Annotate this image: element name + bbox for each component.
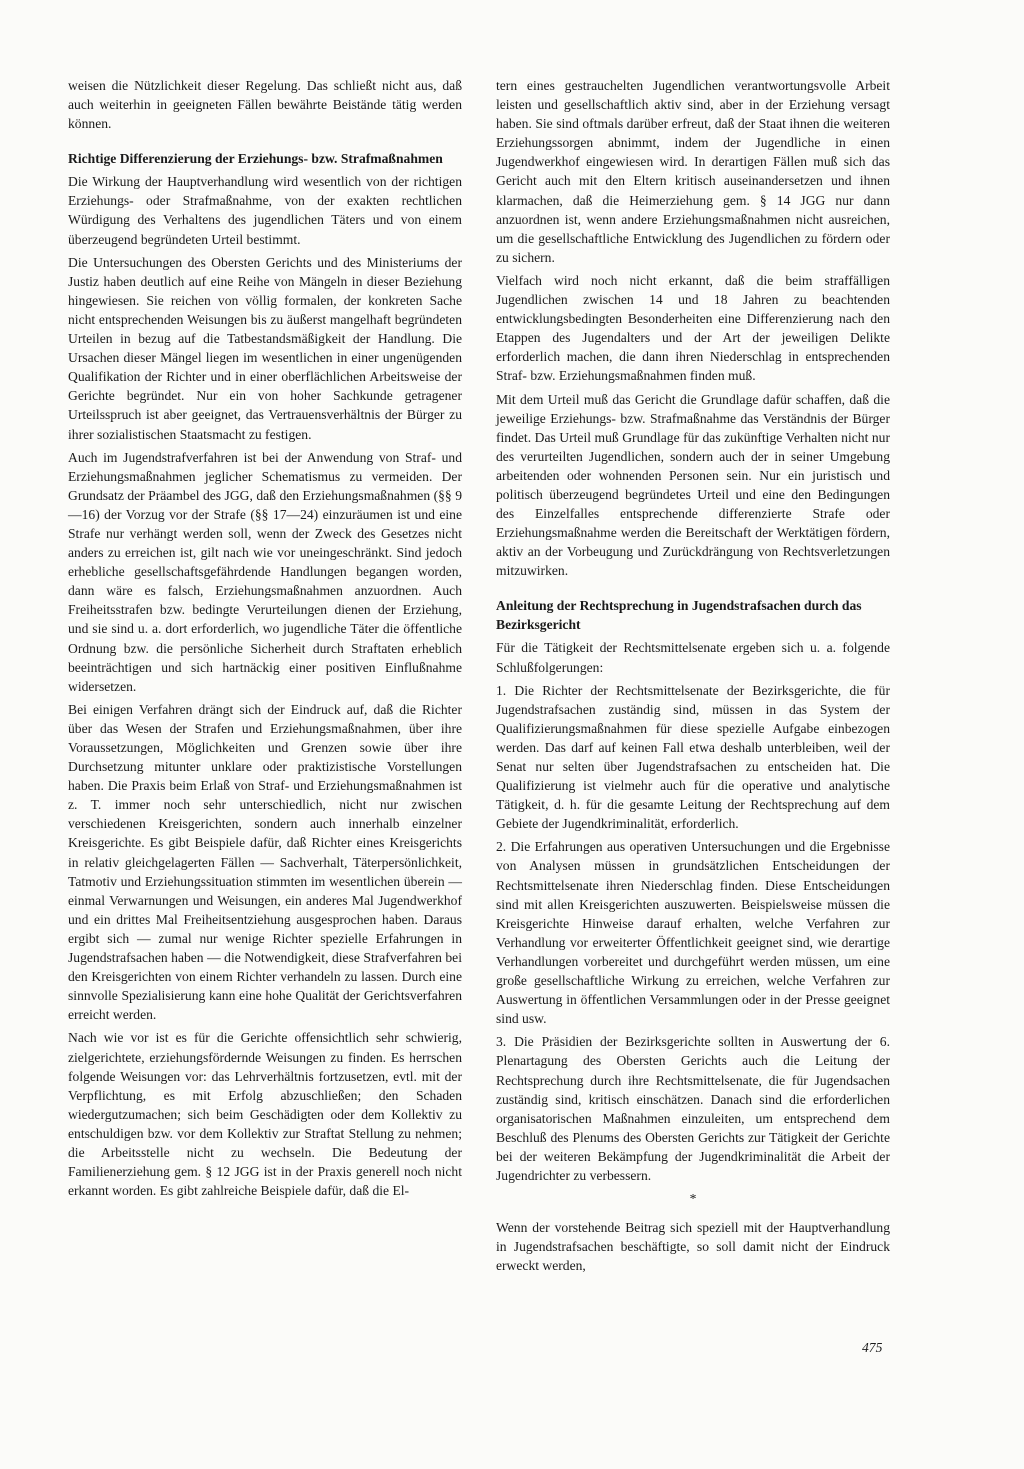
page-number: 475 — [862, 1340, 883, 1355]
section-heading: Richtige Differenzierung der Erziehungs- bzw. Strafmaßnahmen — [68, 151, 443, 167]
paragraph: Für die Tätigkeit der Rechtsmittelsenate ergeben sich u. a. folgende Schlußfolgerungen: — [496, 640, 890, 675]
paragraph: Bei einigen Verfahren drängt sich der Eindruck auf, daß die Richter über das Wesen der Strafen und Erziehungsmaßnahmen, über ihre Voraussetzungen, Möglichkeiten und Grenzen sowie über ihre Durchsetzung mitunter unklare oder praktizistische Vorstellungen haben. Die Praxis beim Erlaß von Straf- und Erziehungsmaßnahmen ist z. T. immer noch sehr unterschiedlich, nicht nur zwischen verschiedenen Kreisgerichten, sondern auch innerhalb einzelner Kreisgerichte. Es gibt Beispiele dafür, daß Richter eines Kreisgerichts in relativ gleichgelagerten Fällen — Sachverhalt, Täterpersönlichkeit, Tatmotiv und Erziehungssituation stimmten im wesentlichen überein — einmal Verwarnungen und Weisungen, ein anderes Mal Jugendwerkhof und ein drittes Mal Freiheitsentziehung ausgesprochen haben. Daraus ergibt sich — zumal nur wenige Richter spezielle Erfahrungen in Jugendstrafsachen haben — die Notwendigkeit, diese Strafverfahren bei den Kreisgerichten von einem Richter verhandeln zu lassen. Durch eine sinnvolle Spezialisierung kann eine hohe Qualität der Gerichtsverfahren erreicht werden. — [68, 701, 462, 1023]
section-heading: Anleitung der Rechtsprechung in Jugendstrafsachen durch das Bezirksgericht — [496, 598, 862, 633]
paragraph: Die Wirkung der Hauptverhandlung wird wesentlich von der richtigen Erziehungs- oder Strafmaßnahme, von der exakten rechtlichen Würdigung des Verhaltens des jugendlichen Täters und von einem überzeugend begründeten Urteil bestimmt. — [68, 174, 462, 247]
right-column — [496, 76, 890, 1279]
section-separator: * — [689, 1191, 697, 1207]
paragraph: tern eines gestrauchelten Jugendlichen verantwortungsvolle Arbeit leisten und gesellschaftlich aktiv sind, aber in der Erziehung versagt haben. Sie sind oftmals darüber erfreut, daß der Staat ihnen die weiteren Erziehungssorgen abnimmt, indem der Jugendliche in einen Jugendwerkhof eingewiesen wird. In derartigen Fällen muß sich das Gericht auch mit den Eltern kritisch auseinandersetzen und ihnen klarmachen, daß die Heimerziehung gem. § 14 JGG nur dann anzuordnen ist, wenn andere Erziehungsmaßnahmen nicht ausreichen, um die gesellschaftliche Entwicklung des Jugendlichen zu fördern oder zu sichern. — [496, 78, 890, 265]
paragraph: 3. Die Präsidien der Bezirksgerichte sollten in Auswertung der 6. Plenartagung des Obersten Gerichts auch die Leitung der Rechtsprechung durch ihre Rechtsmittelsenate, die für Jugendsachen zuständig sind, kritisch einschätzen. Danach sind die erforderlichen organisatorischen Maßnahmen einzuleiten, um entsprechend dem Beschluß des Plenums des Obersten Gerichts zur Tätigkeit der Gerichte bei der weiteren Bekämpfung der Jugendkriminalität die Arbeit der Jugendrichter zu verbessern. — [496, 1034, 890, 1183]
paragraph: Nach wie vor ist es für die Gerichte offensichtlich sehr schwierig, zielgerichtete, erziehungsfördernde Weisungen zu finden. Es herrschen folgende Weisungen vor: das Lehrverhältnis fortzusetzen, evtl. mit der Verpflichtung, es mit Erfolg abzuschließen; den Schaden wiedergutzumachen; sich beim Geschädigten oder dem Kollektiv zu entschuldigen bzw. vor dem Kollektiv zur Straftat Stellung zu nehmen; die Arbeitsstelle nicht zu wechseln. Die Bedeutung der Familienerziehung gem. § 12 JGG ist in der Praxis generell noch nicht erkannt worden. Es gibt zahlreiche Beispiele dafür, daß die El- — [68, 1030, 462, 1199]
paragraph: weisen die Nützlichkeit dieser Regelung. Das schließt nicht aus, daß auch weiterhin in geeigneten Fällen bewährte Beistände tätig werden können. — [68, 78, 462, 132]
paragraph: Auch im Jugendstrafverfahren ist bei der Anwendung von Straf- und Erziehungsmaßnahmen jeglicher Schematismus zu vermeiden. Der Grundsatz der Präambel des JGG, daß den Erziehungsmaßnahmen (§§ 9—16) der Vorzug vor der Strafe (§§ 17—24) einzuräumen ist und eine Strafe nur verhängt werden soll, wenn der Zweck des Gesetzes nicht anders zu erreichen ist, gilt nach wie vor uneingeschränkt. Sind jedoch erhebliche gesellschaftsgefährdende Handlungen begangen worden, dann wäre es falsch, Erziehungsmaßnahmen anzuordnen. Auch Freiheitsstrafen bzw. bedingte Verurteilungen dienen der Erziehung, und sie sind u. a. dort erforderlich, wo jugendliche Täter die öffentliche Ordnung bzw. die persönliche Sicherheit durch Straftaten erheblich beeinträchtigen und sich hartnäckig einer positiven Einflußnahme widersetzen. — [68, 449, 462, 694]
paragraph: Die Untersuchungen des Obersten Gerichts und des Ministeriums der Justiz haben deutlich auf eine Reihe von Mängeln in dieser Beziehung hingewiesen. Sie reichen von völlig formalen, der konkreten Sache nicht entsprechenden Weisungen bis zu äußerst mangelhaft begründeten Urteilen in bezug auf die Tatbestandsmäßigkeit der Handlung. Die Ursachen dieser Mängel liegen im wesentlichen in einer ungenügenden Qualifikation der Richter und in einer oberflächlichen Arbeitsweise der Gerichte begründet. Nur ein von hoher Sachkunde getragener Urteilsspruch ist aber geeignet, das Vertrauensverhältnis der Bürger zu ihrer sozialistischen Staatsmacht zu festigen. — [68, 254, 462, 442]
paragraph: Wenn der vorstehende Beitrag sich speziell mit der Hauptverhandlung in Jugendstrafsachen beschäftigte, so soll damit nicht der Eindruck erweckt werden, — [496, 1220, 890, 1274]
paragraph: 1. Die Richter der Rechtsmittelsenate der Bezirksgerichte, die für Jugendstrafsachen zuständig sind, müssen in das System der Qualifizierungsmaßnahmen für diese spezielle Aufgabe einbezogen werden. Das darf auf keinen Fall etwa deshalb unterbleiben, weil der Senat nur selten über Jugendstrafsachen zu entscheiden hat. Die Qualifizierung ist vielmehr auch für die operative und analytische Tätigkeit, d. h. für die gesamte Leitung der Rechtsprechung auf dem Gebiete der Jugendkriminalität, erforderlich. — [496, 682, 890, 832]
left-column — [68, 76, 462, 1204]
paragraph: Vielfach wird noch nicht erkannt, daß die beim straffälligen Jugendlichen zwischen 14 und 18 Jahren zu beachtenden entwicklungsbedingten Besonderheiten eine Differenzierung nach den Etappen des Jugendalters und der Art der jeweiligen Delikte erforderlich machen, die dann ihren Niederschlag in entsprechenden Straf- bzw. Erziehungsmaßnahmen finden muß. — [496, 272, 890, 384]
paragraph: 2. Die Erfahrungen aus operativen Untersuchungen und die Ergebnisse von Analysen müssen in grundsätzlichen Entscheidungen der Rechtsmittelsenate ihren Niederschlag finden. Diese Entscheidungen sind mit allen Kreisgerichten auszuwerten. Beispielsweise müssen die Kreisgerichte Hinweise darauf erhalten, welche Verfahren zur Verhandlung vor erweiterter Öffentlichkeit geeignet sind, wie derartige Verhandlungen vorbereitet und durchgeführt werden müssen, um eine große gesellschaftliche Wirkung zu erreichen, welche Verfahren zur Auswertung in öffentlichen Versammlungen oder in der Presse geeignet sind usw. — [496, 839, 890, 1027]
paragraph: Mit dem Urteil muß das Gericht die Grundlage dafür schaffen, daß die jeweilige Erziehungs- bzw. Strafmaßnahme das Verständnis der Bürger findet. Das Urteil muß Grundlage für das zukünftige Verhalten nicht nur des verurteilten Jugendlichen, sondern auch der in seiner Umgebung arbeitenden oder wohnenden Personen sein. Nur ein juristisch und politisch überzeugend begründetes Urteil und eine den Bedingungen des Einzelfalles entsprechende differenzierte Strafe oder Erziehungsmaßnahme werden die Bereitschaft der Werktätigen fördern, aktiv an der Vorbeugung und Zurückdrängung von Rechtsverletzungen mitzuwirken. — [496, 391, 890, 579]
